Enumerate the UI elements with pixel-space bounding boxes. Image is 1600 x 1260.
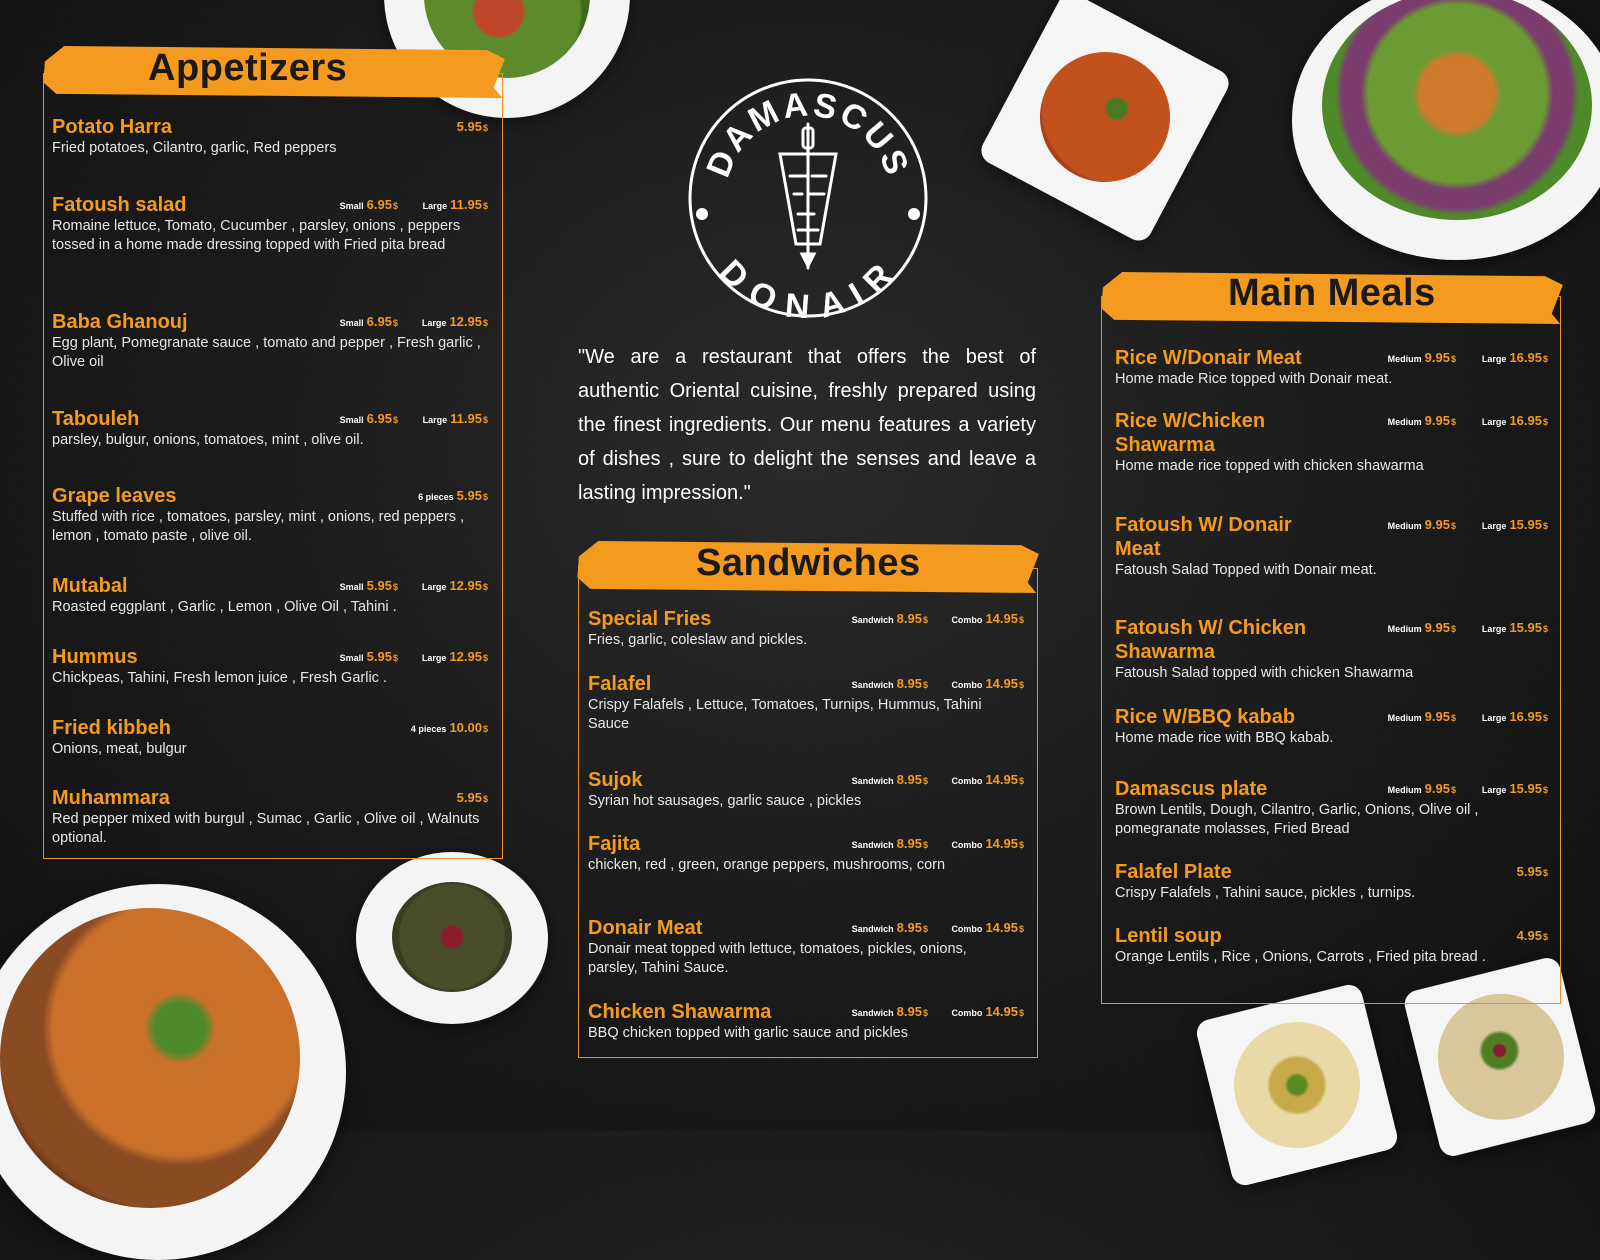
price-size-label: Medium — [1387, 785, 1422, 795]
price-size-label: Sandwich — [851, 680, 894, 690]
price-value: 10.00 — [449, 720, 482, 735]
menu-item-price — [340, 578, 398, 593]
price-size-label: Combo — [951, 924, 983, 934]
price-size-label: Sandwich — [851, 776, 894, 786]
menu-item-name: Muhammara — [52, 787, 170, 809]
currency-symbol: $ — [1018, 776, 1024, 786]
price-value: 5.95 — [1516, 864, 1542, 879]
menu-item-name: Tabouleh — [52, 408, 140, 430]
menu-item-description: Fried potatoes, Cilantro, garlic, Red peppers — [52, 140, 337, 156]
price-size-label: Large — [1481, 713, 1507, 723]
menu-item-price — [951, 836, 1024, 851]
menu-item-price — [457, 119, 488, 134]
currency-symbol: $ — [1018, 924, 1024, 934]
menu-item-name: Chicken Shawarma — [588, 1001, 772, 1023]
muhammara-dish-image — [977, 0, 1234, 245]
price-value: 14.95 — [985, 772, 1018, 787]
menu-item-description: Romaine lettuce, Tomato, Cucumber , parsley, onions , peppers tossed in a home made dressing topped with Fried pita bread — [52, 218, 461, 253]
currency-symbol: $ — [392, 653, 398, 663]
price-size-label: Large — [1481, 354, 1507, 364]
menu-item-price — [340, 411, 398, 426]
menu-item-price — [411, 720, 488, 735]
hummus-dish-left-image — [1194, 982, 1400, 1188]
currency-symbol: $ — [1450, 713, 1456, 723]
price-value: 12.95 — [449, 314, 482, 329]
menu-item-description: Crispy Falafels , Tahini sauce, pickles , turnips. — [1115, 885, 1416, 901]
currency-symbol: $ — [922, 840, 928, 850]
price-value: 5.95 — [456, 119, 482, 134]
menu-item-price — [1517, 864, 1548, 879]
price-value: 8.95 — [896, 1004, 922, 1019]
currency-symbol: $ — [392, 582, 398, 592]
price-value: 14.95 — [985, 920, 1018, 935]
menu-item-description: Home made rice with BBQ kabab. — [1115, 730, 1334, 746]
price-value: 9.95 — [1424, 517, 1450, 532]
currency-symbol: $ — [922, 680, 928, 690]
price-value: 12.95 — [449, 578, 482, 593]
currency-symbol: $ — [1018, 615, 1024, 625]
price-size-label: Small — [339, 415, 364, 425]
currency-symbol: $ — [922, 1008, 928, 1018]
intro-text: "We are a restaurant that offers the best of authentic Oriental cuisine, freshly prepared using the finest ingredients. Our menu features a variety of dishes , sure to delight the senses and leave a lasting impression." — [578, 346, 1036, 504]
price-value: 5.95 — [366, 578, 392, 593]
price-size-label: Combo — [951, 776, 983, 786]
price-size-label: Combo — [951, 1008, 983, 1018]
menu-item-price — [1482, 781, 1548, 796]
currency-symbol: $ — [1542, 932, 1548, 942]
price-value: 5.95 — [366, 649, 392, 664]
menu-item-price — [422, 649, 488, 664]
menu-item-name: Baba Ghanouj — [52, 311, 188, 333]
currency-symbol: $ — [922, 776, 928, 786]
menu-item-name: Falafel Plate — [1115, 861, 1232, 883]
menu-item-price — [422, 314, 488, 329]
menu-item-price — [852, 920, 928, 935]
menu-item-description: Donair meat topped with lettuce, tomatoes, pickles, onions, parsley, Tahini Sauce. — [588, 941, 967, 976]
currency-symbol: $ — [1542, 624, 1548, 634]
menu-item — [52, 115, 492, 158]
price-value: 15.95 — [1509, 517, 1542, 532]
price-value: 4.95 — [1516, 928, 1542, 943]
price-size-label: Medium — [1387, 521, 1422, 531]
price-size-label: Small — [339, 582, 364, 592]
price-size-label: Medium — [1387, 417, 1422, 427]
menu-item-name: Fatoush salad — [52, 194, 187, 216]
price-size-label: 6 pieces — [418, 492, 454, 502]
currency-symbol: $ — [1542, 713, 1548, 723]
price-size-label: Large — [421, 318, 447, 328]
price-size-label: Large — [422, 415, 448, 425]
price-value: 15.95 — [1509, 620, 1542, 635]
menu-item-description: Stuffed with rice , tomatoes, parsley, mint , onions, red peppers , lemon , tomato paste , olive oil. — [52, 509, 465, 544]
currency-symbol: $ — [482, 492, 488, 502]
price-value: 8.95 — [896, 772, 922, 787]
currency-symbol: $ — [482, 318, 488, 328]
menu-item-name: Mutabal — [52, 575, 128, 597]
shawarma-icon — [780, 124, 836, 268]
menu-item-name: Lentil soup — [1115, 925, 1222, 947]
menu-item-price — [340, 649, 398, 664]
menu-item-name: Potato Harra — [52, 116, 173, 138]
price-value: 16.95 — [1509, 350, 1542, 365]
price-size-label: Combo — [951, 680, 983, 690]
price-value: 9.95 — [1424, 620, 1450, 635]
price-size-label: Small — [339, 653, 364, 663]
menu-item-price — [951, 1004, 1024, 1019]
currency-symbol: $ — [1450, 785, 1456, 795]
menu-item-price — [1517, 928, 1548, 943]
menu-item-price — [852, 836, 928, 851]
fatoush-plate-image — [1292, 0, 1600, 260]
menu-item-description: Onions, meat, bulgur — [52, 741, 187, 757]
price-value: 9.95 — [1424, 709, 1450, 724]
currency-symbol: $ — [482, 653, 488, 663]
price-value: 16.95 — [1509, 709, 1542, 724]
menu-item — [1115, 860, 1555, 903]
menu-item-price — [951, 772, 1024, 787]
price-size-label: Large — [1481, 785, 1507, 795]
currency-symbol: $ — [482, 201, 488, 211]
menu-item-description: BBQ chicken topped with garlic sauce and pickles — [588, 1025, 908, 1041]
currency-symbol: $ — [392, 201, 398, 211]
menu-item-name: Rice W/Chicken Shawarma — [1115, 410, 1266, 456]
currency-symbol: $ — [1018, 840, 1024, 850]
currency-symbol: $ — [482, 415, 488, 425]
menu-item-description: Crispy Falafels , Lettuce, Tomatoes, Turnips, Hummus, Tahini Sauce — [588, 697, 982, 732]
price-size-label: Large — [1481, 624, 1507, 634]
menu-item-price — [1482, 709, 1548, 724]
menu-item-name: Fried kibbeh — [52, 717, 171, 739]
menu-item-description: Egg plant, Pomegranate sauce , tomato and pepper , Fresh garlic , Olive oil — [52, 335, 481, 370]
menu-item-name: Rice W/BBQ kabab — [1115, 706, 1296, 728]
menu-item-name: Fajita — [588, 833, 641, 855]
main-meals-title: Main Meals — [1228, 272, 1436, 314]
menu-item-description: chicken, red , green, orange peppers, mushrooms, corn — [588, 857, 946, 873]
menu-item-price — [423, 411, 488, 426]
price-size-label: Combo — [951, 615, 983, 625]
price-value: 8.95 — [896, 676, 922, 691]
price-size-label: Combo — [951, 840, 983, 850]
menu-item-price — [423, 197, 488, 212]
price-value: 8.95 — [896, 836, 922, 851]
price-size-label: Large — [1481, 521, 1507, 531]
fatteh-plate-image — [0, 884, 346, 1260]
currency-symbol: $ — [1542, 354, 1548, 364]
menu-item-price — [1388, 781, 1456, 796]
price-size-label: Medium — [1387, 713, 1422, 723]
menu-item-name: Sujok — [588, 769, 643, 791]
menu-item-price — [422, 578, 488, 593]
menu-item-name: Falafel — [588, 673, 652, 695]
menu-item-description: Home made rice topped with chicken shawarma — [1115, 458, 1424, 474]
price-value: 9.95 — [1424, 781, 1450, 796]
price-size-label: Sandwich — [851, 924, 894, 934]
menu-item-description: Chickpeas, Tahini, Fresh lemon juice , Fresh Garlic . — [52, 670, 387, 686]
price-value: 14.95 — [985, 611, 1018, 626]
currency-symbol: $ — [1542, 521, 1548, 531]
menu-item-price — [457, 790, 488, 805]
currency-symbol: $ — [1450, 624, 1456, 634]
price-size-label: Sandwich — [851, 1008, 894, 1018]
price-value: 11.95 — [450, 411, 482, 426]
currency-symbol: $ — [1542, 417, 1548, 427]
menu-item-name: Fatoush W/ Donair Meat — [1115, 514, 1292, 560]
menu-item-price — [852, 772, 928, 787]
menu-item-price — [852, 1004, 928, 1019]
price-size-label: Large — [421, 653, 447, 663]
currency-symbol: $ — [922, 924, 928, 934]
menu-item-description: Red pepper mixed with burgul , Sumac , Garlic , Olive oil , Walnuts optional. — [52, 811, 480, 846]
price-value: 8.95 — [896, 611, 922, 626]
menu-item-description: Fatoush Salad Topped with Donair meat. — [1115, 562, 1377, 578]
menu-item-description: parsley, bulgur, onions, tomatoes, mint , olive oil. — [52, 432, 364, 448]
currency-symbol: $ — [392, 415, 398, 425]
menu-item-price — [418, 488, 488, 503]
price-size-label: Large — [422, 201, 448, 211]
menu-item-price — [1388, 709, 1456, 724]
price-size-label: Sandwich — [851, 840, 894, 850]
price-size-label: Medium — [1387, 354, 1422, 364]
menu-item-price — [951, 611, 1024, 626]
menu-item-description: Syrian hot sausages, garlic sauce , pickles — [588, 793, 862, 809]
price-value: 5.95 — [456, 790, 482, 805]
menu-item-name: Donair Meat — [588, 917, 703, 939]
menu-item-price — [1482, 517, 1548, 532]
price-value: 16.95 — [1509, 413, 1542, 428]
price-value: 6.95 — [366, 314, 392, 329]
menu-item-name: Fatoush W/ Chicken Shawarma — [1115, 617, 1307, 663]
currency-symbol: $ — [392, 318, 398, 328]
currency-symbol: $ — [1018, 680, 1024, 690]
appetizers-title: Appetizers — [148, 47, 348, 89]
menu-item-price — [1482, 350, 1548, 365]
price-size-label: Small — [339, 318, 364, 328]
currency-symbol: $ — [1450, 354, 1456, 364]
price-value: 9.95 — [1424, 350, 1450, 365]
menu-item-price — [951, 920, 1024, 935]
menu-item-price — [852, 611, 928, 626]
price-size-label: Medium — [1387, 624, 1422, 634]
menu-item-price — [852, 676, 928, 691]
price-value: 5.95 — [456, 488, 482, 503]
menu-item-description: Roasted eggplant , Garlic , Lemon , Olive Oil , Tahini . — [52, 599, 397, 615]
price-value: 12.95 — [449, 649, 482, 664]
menu-item-price — [1388, 517, 1456, 532]
menu-item-description: Home made Rice topped with Donair meat. — [1115, 371, 1393, 387]
price-size-label: 4 pieces — [410, 724, 447, 734]
currency-symbol: $ — [1450, 417, 1456, 427]
price-value: 15.95 — [1509, 781, 1542, 796]
price-value: 6.95 — [366, 411, 392, 426]
currency-symbol: $ — [482, 794, 488, 804]
menu-item-description: Brown Lentils, Dough, Cilantro, Garlic, Onions, Olive oil , pomegranate molasses, Fried Bread — [1115, 802, 1479, 837]
price-value: 9.95 — [1424, 413, 1450, 428]
currency-symbol: $ — [482, 582, 488, 592]
currency-symbol: $ — [1018, 1008, 1024, 1018]
menu-item-name: Grape leaves — [52, 485, 177, 507]
menu-item-price — [951, 676, 1024, 691]
menu-item-name: Special Fries — [588, 608, 712, 630]
price-value: 14.95 — [985, 1004, 1018, 1019]
menu-item-description: Fatoush Salad topped with chicken Shawarma — [1115, 665, 1414, 681]
menu-item-description: Fries, garlic, coleslaw and pickles. — [588, 632, 808, 648]
currency-symbol: $ — [1542, 785, 1548, 795]
price-value: 14.95 — [985, 836, 1018, 851]
menu-item-price — [340, 197, 398, 212]
price-value: 6.95 — [366, 197, 392, 212]
menu-item-price — [1388, 413, 1456, 428]
currency-symbol: $ — [922, 615, 928, 625]
menu-item-description: Orange Lentils , Rice , Onions, Carrots , Fried pita bread . — [1115, 949, 1486, 965]
price-size-label: Small — [339, 201, 364, 211]
price-value: 8.95 — [896, 920, 922, 935]
menu-item-name: Hummus — [52, 646, 138, 668]
menu-item-name: Rice W/Donair Meat — [1115, 347, 1302, 369]
logo-line2: DONAIR — [711, 252, 905, 320]
price-value: 11.95 — [450, 197, 482, 212]
menu-item-name: Damascus plate — [1115, 778, 1268, 800]
currency-symbol: $ — [1450, 521, 1456, 531]
currency-symbol: $ — [482, 123, 488, 133]
menu-item-price — [1388, 350, 1456, 365]
damascus-donair-logo — [686, 76, 930, 320]
price-value: 14.95 — [985, 676, 1018, 691]
menu-item-price — [1388, 620, 1456, 635]
menu-item-price — [1482, 413, 1548, 428]
grape-leaves-plate-image — [356, 852, 548, 1024]
menu-item — [52, 786, 492, 848]
price-size-label: Sandwich — [851, 615, 894, 625]
menu-item-price — [340, 314, 398, 329]
price-size-label: Large — [421, 582, 447, 592]
currency-symbol: $ — [482, 724, 488, 734]
sandwiches-title: Sandwiches — [696, 542, 921, 584]
currency-symbol: $ — [1542, 868, 1548, 878]
menu-item — [1115, 924, 1555, 967]
price-size-label: Large — [1481, 417, 1507, 427]
menu-item-price — [1482, 620, 1548, 635]
logo-line1: DAMASCUS — [699, 85, 917, 183]
